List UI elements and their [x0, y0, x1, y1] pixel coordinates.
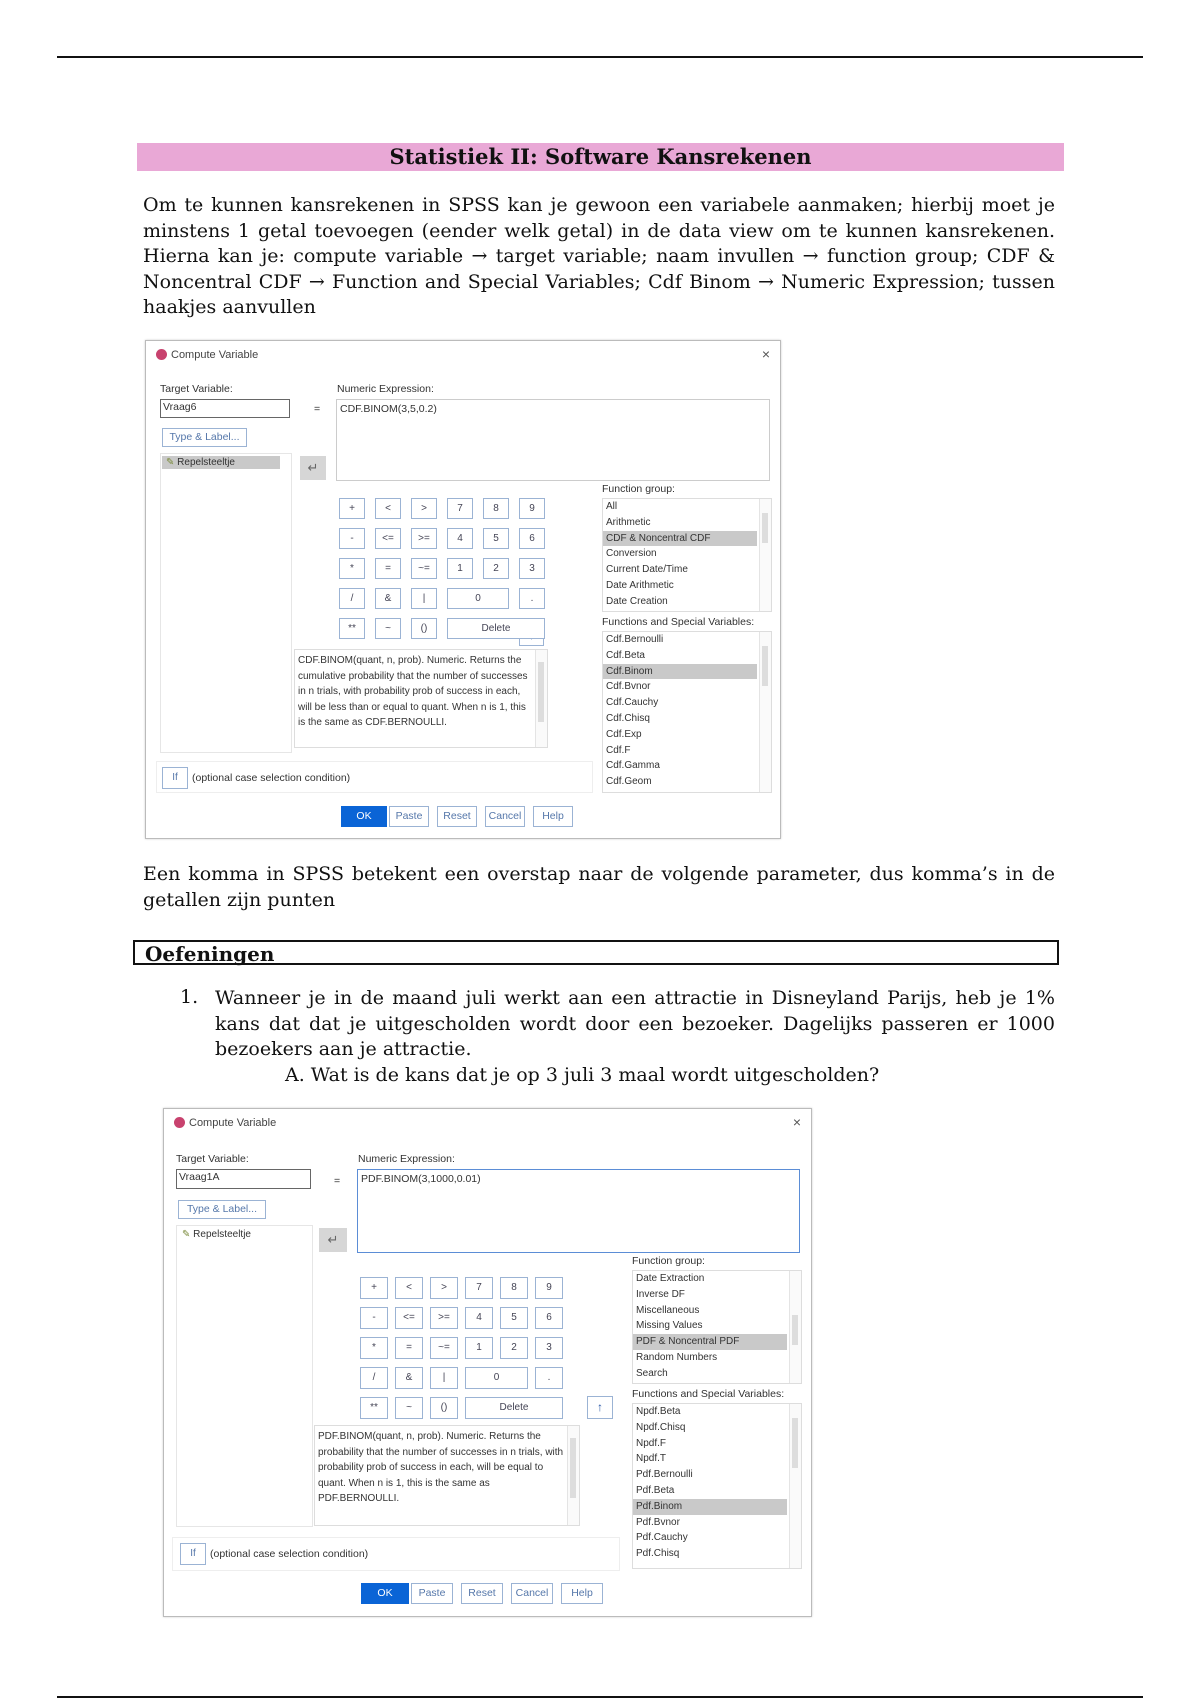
compute-variable-dialog-1	[145, 340, 781, 839]
function-group-item[interactable]: Random Numbers	[636, 1351, 718, 1363]
keypad-key[interactable]: -	[339, 528, 365, 549]
keypad-key[interactable]: ~	[375, 618, 401, 639]
function-group-label: Function group:	[632, 1255, 705, 1267]
spss-app-icon	[156, 349, 167, 360]
keypad-key[interactable]: 0	[465, 1367, 528, 1389]
keypad-key[interactable]: 3	[519, 558, 545, 579]
pencil-icon: ✎	[166, 457, 175, 468]
scrollbar[interactable]	[789, 1404, 801, 1568]
function-description	[294, 649, 548, 748]
keypad-key[interactable]: >	[430, 1277, 458, 1299]
dialog-title: Compute Variable	[156, 349, 258, 361]
function-items	[603, 632, 771, 790]
type-label-button[interactable]: Type & Label...	[162, 428, 247, 447]
close-icon[interactable]: ×	[761, 346, 770, 362]
dialog-title: Compute Variable	[174, 1117, 276, 1129]
delete-button[interactable]: Delete	[465, 1397, 563, 1419]
if-button[interactable]: If	[162, 767, 188, 789]
variable-list[interactable]	[160, 453, 292, 753]
equals-sign: =	[314, 403, 321, 415]
question-number: 1.	[180, 986, 199, 1008]
keypad-key[interactable]: =	[375, 558, 401, 579]
function-item[interactable]: Cdf.Bernoulli	[606, 634, 664, 645]
function-group-item[interactable]: Missing Values	[636, 1320, 703, 1332]
target-variable-label: Target Variable:	[176, 1153, 249, 1165]
function-group-item[interactable]: Arithmetic	[606, 516, 651, 528]
numeric-expression-label: Numeric Expression:	[358, 1153, 455, 1165]
scrollbar[interactable]	[567, 1426, 579, 1525]
function-group-item[interactable]: Inverse DF	[636, 1288, 685, 1300]
ok-button[interactable]: OK	[341, 806, 387, 827]
condition-label: (optional case selection condition)	[192, 772, 351, 784]
keypad-key[interactable]: &	[395, 1367, 423, 1389]
function-group-list[interactable]	[632, 1270, 802, 1384]
keypad-key[interactable]: ()	[411, 618, 437, 639]
section-heading: Oefeningen	[133, 940, 1059, 965]
keypad-key[interactable]: ()	[430, 1397, 458, 1419]
function-item[interactable]: Npdf.T	[636, 1453, 667, 1465]
scrollbar[interactable]	[759, 499, 771, 611]
compute-variable-dialog-2	[163, 1108, 812, 1617]
target-variable-label: Target Variable:	[160, 383, 233, 395]
move-variable-button[interactable]: ↵	[300, 456, 326, 480]
numeric-expression-input[interactable]: CDF.BINOM(3,5,0.2)	[336, 399, 770, 481]
page-title: Statistiek II: Software Kansrekenen	[137, 143, 1064, 171]
function-group-items	[633, 1271, 801, 1382]
keypad-key[interactable]: <	[395, 1277, 423, 1299]
keypad-key[interactable]: 9	[535, 1277, 563, 1299]
function-item[interactable]: Cdf.F	[606, 744, 631, 756]
keypad-key[interactable]: <=	[375, 528, 401, 549]
up-arrow-button[interactable]: ↑	[587, 1396, 613, 1419]
function-item[interactable]: Pdf.Bvnor	[636, 1516, 680, 1528]
keypad-key[interactable]: /	[339, 588, 365, 609]
keypad-key[interactable]: 4	[447, 528, 473, 549]
question-sub: A. Wat is de kans dat je op 3 juli 3 maal wordt uitgescholden?	[285, 1064, 880, 1086]
cancel-button[interactable]: Cancel	[511, 1583, 553, 1604]
keypad-key[interactable]: ~=	[430, 1337, 458, 1359]
function-item[interactable]: Cdf.Gamma	[606, 760, 660, 772]
function-group-item[interactable]: Date Extraction	[636, 1273, 705, 1284]
keypad-key[interactable]: >=	[411, 528, 437, 549]
keypad-key[interactable]: 6	[535, 1307, 563, 1329]
intro-paragraph: Om te kunnen kansrekenen in SPSS kan je gewoon een variabele aanmaken; hierbij moet je minstens 1 getal toevoegen (eender welk getal) in de data view om te kunnen kansrekenen. Hierna kan je: compute variable → target variable; naam invullen → function group; CDF & Noncentral CDF → Function and Special Variables; Cdf Binom → Numeric Expression; tussen haakjes aanvullen	[143, 194, 1055, 318]
question-text: Wanneer je in de maand juli werkt aan een attractie in Disneyland Parijs, heb je 1% kans dat dat je uitgescholden wordt door een bezoeker. Dagelijks passeren er 1000 bezoekers aan je attractie.	[215, 987, 1055, 1060]
function-item[interactable]: Cdf.Exp	[606, 728, 642, 740]
pencil-icon: ✎	[182, 1229, 191, 1240]
function-item[interactable]: Pdf.Cauchy	[636, 1532, 688, 1544]
target-variable-input[interactable]: Vraag6	[160, 399, 290, 418]
function-group-item[interactable]: All	[606, 501, 618, 512]
function-item[interactable]: Cdf.Cauchy	[606, 697, 659, 709]
function-group-item[interactable]: CDF & Noncentral CDF	[603, 531, 757, 547]
note-paragraph: Een komma in SPSS betekent een overstap naar de volgende parameter, dus komma’s in de getallen zijn punten	[143, 863, 1055, 911]
function-group-item[interactable]: Miscellaneous	[636, 1304, 700, 1316]
variable-item[interactable]: ✎ Repelsteeltje	[162, 456, 280, 469]
keypad-key[interactable]: 6	[519, 528, 545, 549]
keypad-key[interactable]: +	[339, 498, 365, 519]
function-group-item[interactable]: Date Creation	[606, 595, 668, 607]
keypad-key[interactable]: *	[339, 558, 365, 579]
function-item[interactable]: Cdf.Geom	[606, 776, 652, 788]
variable-item[interactable]: ✎ Repelsteeltje	[182, 1229, 251, 1240]
keypad-key[interactable]: ~=	[411, 558, 437, 579]
function-items	[633, 1404, 801, 1562]
functions-list[interactable]	[602, 631, 772, 793]
close-icon[interactable]: ×	[792, 1114, 801, 1130]
numeric-expression-input[interactable]: PDF.BINOM(3,1000,0.01)	[357, 1169, 800, 1253]
keypad-key[interactable]: +	[360, 1277, 388, 1299]
move-variable-button[interactable]: ↵	[319, 1228, 347, 1252]
keypad-key[interactable]: 1	[447, 558, 473, 579]
keypad-key[interactable]: 4	[465, 1307, 493, 1329]
functions-label: Functions and Special Variables:	[632, 1388, 785, 1400]
function-item[interactable]: Npdf.Beta	[636, 1406, 681, 1417]
function-group-label: Function group:	[602, 483, 675, 495]
ok-button[interactable]: OK	[361, 1583, 409, 1604]
function-item[interactable]: Pdf.Binom	[633, 1499, 787, 1515]
condition-label: (optional case selection condition)	[210, 1548, 369, 1560]
keypad-key[interactable]: 9	[519, 498, 545, 519]
bottom-rule	[57, 1696, 1143, 1698]
reset-button[interactable]: Reset	[461, 1583, 503, 1604]
keypad-key[interactable]: .	[535, 1367, 563, 1389]
keypad-key[interactable]: 7	[465, 1277, 493, 1299]
keypad-key[interactable]: 5	[483, 528, 509, 549]
keypad-key[interactable]: <=	[395, 1307, 423, 1329]
scrollbar[interactable]	[535, 650, 547, 747]
keypad-key[interactable]: 3	[535, 1337, 563, 1359]
function-item[interactable]: Pdf.Chisq	[636, 1548, 680, 1560]
function-group-items	[603, 499, 771, 610]
function-group-list[interactable]	[602, 498, 772, 612]
function-group-item[interactable]: Conversion	[606, 548, 657, 560]
spss-app-icon	[174, 1117, 185, 1128]
keypad-key[interactable]: >	[411, 498, 437, 519]
help-button[interactable]: Help	[561, 1583, 603, 1604]
function-group-item[interactable]: Current Date/Time	[606, 564, 688, 576]
keypad-key[interactable]: **	[339, 618, 365, 639]
keypad-key[interactable]: .	[519, 588, 545, 609]
keypad-key[interactable]: *	[360, 1337, 388, 1359]
function-item[interactable]: Cdf.Beta	[606, 649, 645, 661]
function-item[interactable]: Cdf.Chisq	[606, 712, 650, 724]
keypad-key[interactable]: 8	[500, 1277, 528, 1299]
keypad-key[interactable]: |	[430, 1367, 458, 1389]
description-text: PDF.BINOM(quant, n, prob). Numeric. Returns the probability that the number of successes in n trials, with probability prob of success in each, will be equal to quant. When n is 1, this is the same as PDF.BERNOULLI.	[318, 1431, 564, 1504]
keypad-key[interactable]: 7	[447, 498, 473, 519]
help-button[interactable]: Help	[533, 806, 573, 827]
keypad-key[interactable]: |	[411, 588, 437, 609]
keypad-key[interactable]: 0	[447, 588, 509, 609]
paste-button[interactable]: Paste	[389, 806, 429, 827]
function-group-item[interactable]: PDF & Noncentral PDF	[633, 1334, 787, 1350]
keypad-key[interactable]: 2	[500, 1337, 528, 1359]
function-group-item[interactable]: Search	[636, 1367, 668, 1379]
numeric-expression-label: Numeric Expression:	[337, 383, 434, 395]
keypad-key[interactable]: /	[360, 1367, 388, 1389]
if-button[interactable]: If	[180, 1543, 206, 1565]
keypad-key[interactable]: 2	[483, 558, 509, 579]
keypad-key[interactable]: >=	[430, 1307, 458, 1329]
type-label-button[interactable]: Type & Label...	[178, 1200, 266, 1219]
keypad-key[interactable]: **	[360, 1397, 388, 1419]
variable-list[interactable]	[176, 1225, 313, 1527]
top-rule	[57, 56, 1143, 58]
equals-sign: =	[334, 1175, 341, 1187]
delete-button[interactable]: Delete	[447, 618, 545, 639]
keypad-key[interactable]: 8	[483, 498, 509, 519]
function-item[interactable]: Pdf.Beta	[636, 1484, 675, 1496]
scrollbar[interactable]	[789, 1271, 801, 1383]
keypad-key[interactable]: 5	[500, 1307, 528, 1329]
keypad-key[interactable]: 1	[465, 1337, 493, 1359]
function-item[interactable]: Npdf.Chisq	[636, 1421, 686, 1433]
keypad-key[interactable]: &	[375, 588, 401, 609]
keypad-key[interactable]: =	[395, 1337, 423, 1359]
function-group-item[interactable]: Date Arithmetic	[606, 579, 674, 591]
function-item[interactable]: Pdf.Bernoulli	[636, 1469, 693, 1481]
keypad-key[interactable]: ~	[395, 1397, 423, 1419]
function-item[interactable]: Cdf.Bvnor	[606, 681, 651, 693]
keypad-key[interactable]: <	[375, 498, 401, 519]
functions-list[interactable]	[632, 1403, 802, 1569]
paste-button[interactable]: Paste	[411, 1583, 453, 1604]
reset-button[interactable]: Reset	[437, 806, 477, 827]
function-item[interactable]: Cdf.Binom	[603, 664, 757, 680]
cancel-button[interactable]: Cancel	[485, 806, 525, 827]
function-item[interactable]: Npdf.F	[636, 1437, 667, 1449]
functions-label: Functions and Special Variables:	[602, 616, 755, 628]
function-description	[314, 1425, 580, 1526]
keypad-key[interactable]: -	[360, 1307, 388, 1329]
target-variable-input[interactable]: Vraag1A	[176, 1169, 311, 1189]
description-text: CDF.BINOM(quant, n, prob). Numeric. Returns the cumulative probability that the number of successes in n trials, with probability prob of success in each, will be less than or equal to quant. When n is 1, this is the same as CDF.BERNOULLI.	[298, 655, 528, 728]
scrollbar[interactable]	[759, 632, 771, 792]
